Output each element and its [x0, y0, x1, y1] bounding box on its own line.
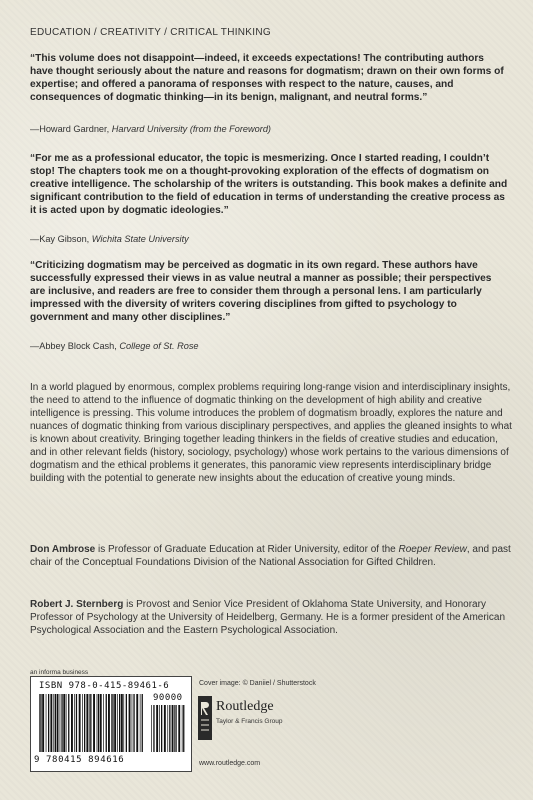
- barcode-bar: [74, 694, 75, 752]
- barcode-bar: [178, 705, 180, 752]
- barcode-bar: [156, 705, 158, 752]
- category-label: EDUCATION / CREATIVITY / CRITICAL THINKING: [30, 27, 271, 38]
- publisher-website: www.routledge.com: [199, 760, 261, 767]
- barcode-bar: [111, 694, 112, 752]
- barcode-bar: [112, 694, 113, 752]
- barcode-bar: [167, 705, 168, 752]
- barcode-bars-addon: [151, 705, 185, 752]
- quote-1-attribution: [30, 124, 271, 134]
- quote-1-affiliation: Harvard University (from the Foreword): [111, 124, 271, 134]
- publisher-logo: [198, 696, 318, 744]
- barcode-bar: [153, 705, 154, 752]
- barcode-bar: [174, 705, 175, 752]
- barcode-bar: [132, 694, 133, 752]
- barcode-bar: [46, 694, 47, 752]
- bio-ambrose: [30, 543, 512, 569]
- barcode-bar: [133, 694, 134, 752]
- barcode-bar: [126, 694, 127, 752]
- bio-ambrose-text-1: is Professor of Graduate Education at Rider University, editor of the: [95, 544, 399, 555]
- barcode-bar: [76, 694, 77, 752]
- barcode-bar: [50, 694, 52, 752]
- bio-sternberg-name: Robert J. Sternberg: [30, 599, 124, 610]
- barcode-bar: [159, 705, 160, 752]
- barcode-bar: [79, 694, 81, 752]
- quote-1: “This volume does not disappoint—indeed, it exceeds expectations! The contributing authors have thought seriously about the nature and reasons for dogmatism; drawn on their own forms of expertise; and offered a panorama of responses with respect to the nature, causes, and consequences of dogmatic thinking—in its benign, malignant, and neutral forms.”: [30, 53, 504, 103]
- barcode-bar: [175, 705, 176, 752]
- barcode-bar: [63, 694, 65, 752]
- barcode-bar: [108, 694, 110, 752]
- quote-3-author: —Abbey Block Cash,: [30, 341, 120, 351]
- barcode-bar: [164, 705, 166, 752]
- isbn-label: ISBN 978-0-415-89461-6: [39, 681, 170, 691]
- quote-2: “For me as a professional educator, the topic is mesmerizing. Once I started reading, I couldn’t stop! The chapters took me on a thought-provoking exploration of the effects of dogmatism on creative intelligence. The scholarship of the writers is outstanding. This book makes a definite and significant contribution to the field of education in terms of understanding the creative process as it is acted upon by dogmatic ideologies.”: [30, 153, 508, 216]
- routledge-mark-icon: [198, 696, 212, 740]
- quote-3: “Criticizing dogmatism may be perceived as dogmatic in its own regard. These authors have successfully expressed their views in as value neutral a manner as possible; their perspectives are inclusive, and readers are free to consider them through a personal lens. I am particularly impressed with the diversity of writers covering disciplines from gifted to psychology to government and many other disciplines.”: [30, 260, 492, 323]
- informa-tagline: an informa business: [30, 669, 89, 676]
- bio-ambrose-journal: Roeper Review: [398, 544, 467, 555]
- barcode-bar: [98, 694, 99, 752]
- barcode-bars-main: [39, 694, 145, 752]
- barcode-bar: [100, 694, 102, 752]
- barcode: [30, 676, 192, 772]
- barcode-bar: [103, 694, 104, 752]
- barcode-bar: [129, 694, 131, 752]
- quote-2-attribution: [30, 234, 189, 244]
- quote-2-affiliation: Wichita State University: [91, 234, 189, 244]
- barcode-bar: [93, 694, 95, 752]
- barcode-bar: [136, 694, 138, 752]
- barcode-bar: [82, 694, 83, 752]
- book-description: In a world plagued by enormous, complex problems requiring long-range vision and interdisciplinary insights, the need to attend to the influence of dogmatic thinking on the development of high ability and creative intelligence is pressing. This volume introduces the problem of dogmatism broadly, explores the nature and nuances of dogmatic thinking from various disciplinary perspectives, and applies the gleaned insights to what is known about creativity. Bringing together leading thinkers in the fields of creative studies and education, and in other relevant fields (history, sociology, psychology) whose work pertains to the various dimensions of dogmatism and the ethical problems it generates, this panoramic view represents interdisciplinary bridge building with the potential to generate new insights about the education of creative young minds.: [30, 382, 512, 484]
- publisher-name: Routledge: [216, 699, 274, 714]
- quote-3-attribution: [30, 341, 199, 351]
- quote-3-affiliation: College of St. Rose: [119, 341, 199, 351]
- barcode-bar: [142, 694, 143, 752]
- barcode-bar: [123, 694, 124, 752]
- quote-1-author: —Howard Gardner,: [30, 124, 112, 134]
- barcode-bar: [182, 705, 183, 752]
- ean-number: 9 780415 894616: [34, 755, 125, 765]
- barcode-bar: [97, 694, 98, 752]
- barcode-bar: [48, 694, 49, 752]
- barcode-bar: [183, 705, 184, 752]
- barcode-bar: [61, 694, 62, 752]
- barcode-bar: [89, 694, 90, 752]
- barcode-bar: [119, 694, 120, 752]
- bio-sternberg-text: is Provost and Senior Vice President of Oklahoma State University, and Honorary Professor of Psychology at the University of Heidelberg, Germany. He is a former president of the American Psychological Association and the Eastern Psychological Association.: [30, 599, 506, 636]
- barcode-bar: [106, 694, 107, 752]
- bio-ambrose-text-2: , and past chair of the Conceptual Foundations Division of the National Association for Gifted Children.: [30, 544, 511, 568]
- barcode-bar: [66, 694, 67, 752]
- barcode-bar: [39, 694, 40, 752]
- barcode-bar: [60, 694, 61, 752]
- barcode-bar: [40, 694, 41, 752]
- barcode-bar: [57, 694, 59, 752]
- bio-sternberg: [30, 598, 512, 637]
- bio-ambrose-name: Don Ambrose: [30, 544, 96, 555]
- quote-2-author: —Kay Gibson,: [30, 234, 92, 244]
- barcode-bar: [42, 694, 44, 752]
- barcode-bar: [68, 694, 69, 752]
- barcode-bar: [90, 694, 91, 752]
- barcode-bar: [86, 694, 88, 752]
- barcode-addon-number: 90000: [153, 693, 183, 703]
- cover-image-credit: Cover image: © Daniiel / Shutterstock: [199, 680, 316, 687]
- publisher-group: Taylor & Francis Group: [216, 718, 283, 725]
- barcode-bar: [71, 694, 73, 752]
- barcode-bar: [117, 694, 118, 752]
- barcode-bar: [84, 694, 85, 752]
- barcode-bar: [172, 705, 174, 752]
- barcode-bar: [169, 705, 170, 752]
- barcode-bar: [121, 694, 123, 752]
- barcode-bar: [114, 694, 116, 752]
- barcode-bar: [151, 705, 152, 752]
- barcode-bar: [53, 694, 54, 752]
- barcode-bar: [161, 705, 162, 752]
- barcode-bar: [55, 694, 56, 752]
- barcode-bar: [140, 694, 141, 752]
